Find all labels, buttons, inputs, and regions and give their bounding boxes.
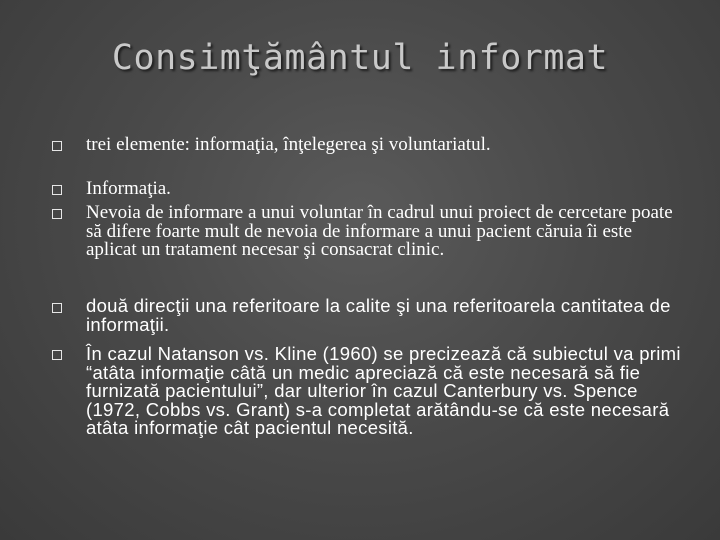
bullet-icon — [52, 209, 62, 219]
list-item: Informaţia. — [86, 178, 171, 199]
bullet-icon — [52, 350, 62, 360]
list-item: două direcţii una referitoare la calite şi una referitoarela cantitatea de informaţii. — [86, 295, 671, 335]
bullet-icon — [52, 185, 62, 195]
slide-title: Consimţământul informat — [111, 38, 609, 78]
list-item: Nevoia de informare a unui voluntar în cadrul unui proiect de cercetare poate să difere foarte mult de nevoia de informare a unui pacient căruia îi este aplicat un tratament necesar şi consacrat clinic. — [86, 202, 673, 260]
list-item: trei elemente: informaţia, înţelegerea şi voluntariatul. — [86, 134, 491, 155]
bullet-icon — [52, 141, 62, 151]
bullet-icon — [52, 303, 62, 313]
list-item: În cazul Natanson vs. Kline (1960) se precizează că subiectul va primi “atâta informaţie câtă un medic apreciază că este necesară să fie furnizată pacientului”, dar ulterior în cazul Canterbury vs. Spence (1972, Cobbs vs. Grant) s-a completat arătându-se că este necesară atâta informaţie cât pacientul necesită. — [86, 343, 681, 438]
